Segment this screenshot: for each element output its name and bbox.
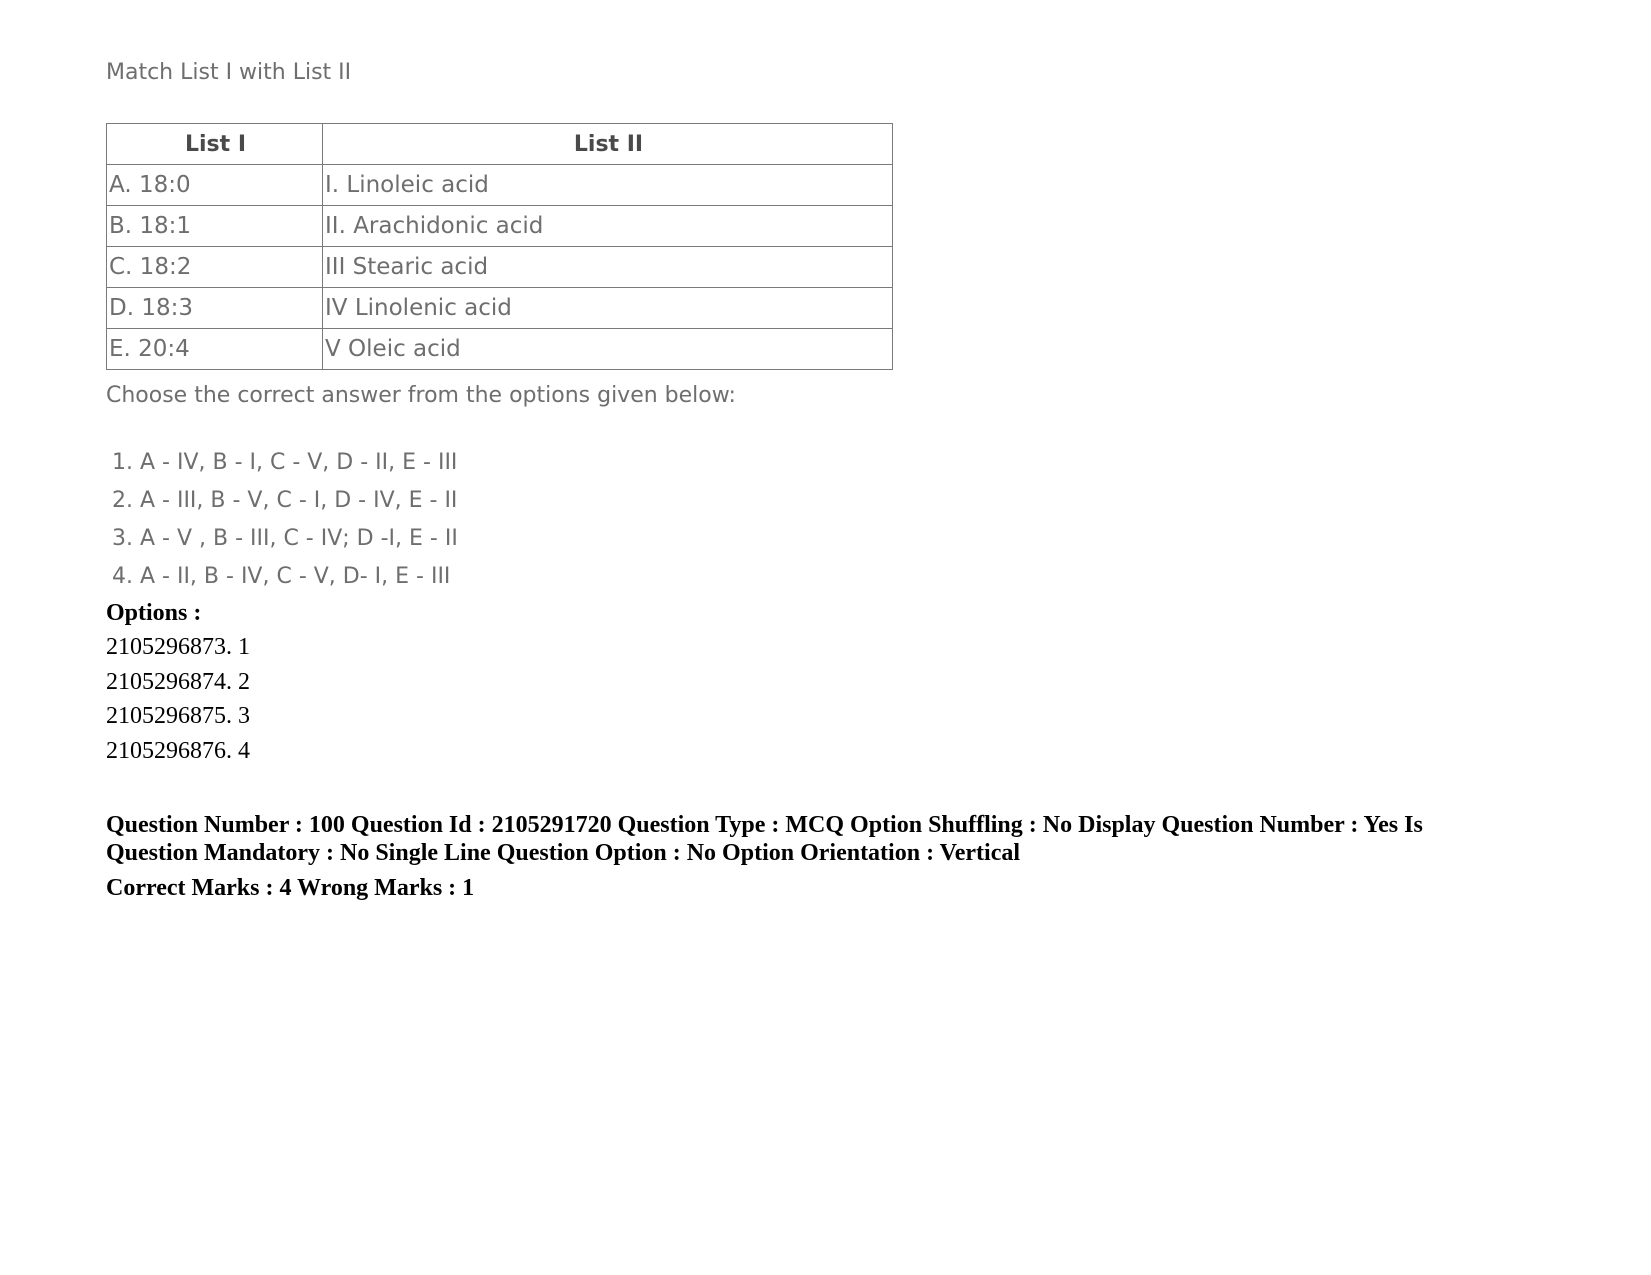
table-cell: III Stearic acid (323, 247, 893, 288)
table-cell: II. Arachidonic acid (323, 206, 893, 247)
table-cell: A. 18:0 (107, 165, 323, 206)
option-item: 2105296875. 3 (106, 703, 250, 729)
table-cell: C. 18:2 (107, 247, 323, 288)
answer-choices-list (112, 444, 458, 596)
table-cell: V Oleic acid (323, 329, 893, 370)
question-meta-block (106, 811, 1546, 903)
answer-choice: 4. A - II, B - IV, C - V, D- I, E - III (112, 564, 451, 589)
table-header-list-2: List II (323, 124, 893, 165)
question-instruction: Choose the correct answer from the options given below: (106, 383, 736, 408)
table-row (107, 206, 893, 247)
options-title: Options : (106, 600, 202, 626)
option-item: 2105296873. 1 (106, 634, 250, 660)
table-cell: D. 18:3 (107, 288, 323, 329)
table-header-row (107, 124, 893, 165)
question-meta-line-2: Question Mandatory : No Single Line Question Option : No Option Orientation : Vertical (106, 840, 1021, 866)
table-row (107, 165, 893, 206)
answer-choice: 3. A - V , B - III, C - IV; D -I, E - II (112, 526, 458, 551)
table-cell: I. Linoleic acid (323, 165, 893, 206)
answer-choice: 1. A - IV, B - I, C - V, D - II, E - III (112, 450, 458, 475)
table-cell: E. 20:4 (107, 329, 323, 370)
option-item: 2105296874. 2 (106, 668, 250, 695)
marks-line: Correct Marks : 4 Wrong Marks : 1 (106, 875, 475, 901)
match-table (106, 123, 893, 370)
question-meta-line-1: Question Number : 100 Question Id : 2105291720 Question Type : MCQ Option Shuffling : No Display Question Number : Yes Is (106, 812, 1423, 838)
question-image (106, 58, 956, 589)
table-row (107, 329, 893, 370)
table-cell: IV Linolenic acid (323, 288, 893, 329)
options-block (106, 596, 250, 768)
table-row (107, 288, 893, 329)
table-row (107, 247, 893, 288)
answer-choice: 2. A - III, B - V, C - I, D - IV, E - II (112, 488, 458, 513)
table-cell: B. 18:1 (107, 206, 323, 247)
table-header-list-1: List I (107, 124, 323, 165)
question-prompt: Match List I with List II (106, 60, 352, 85)
option-item: 2105296876. 4 (106, 737, 250, 764)
